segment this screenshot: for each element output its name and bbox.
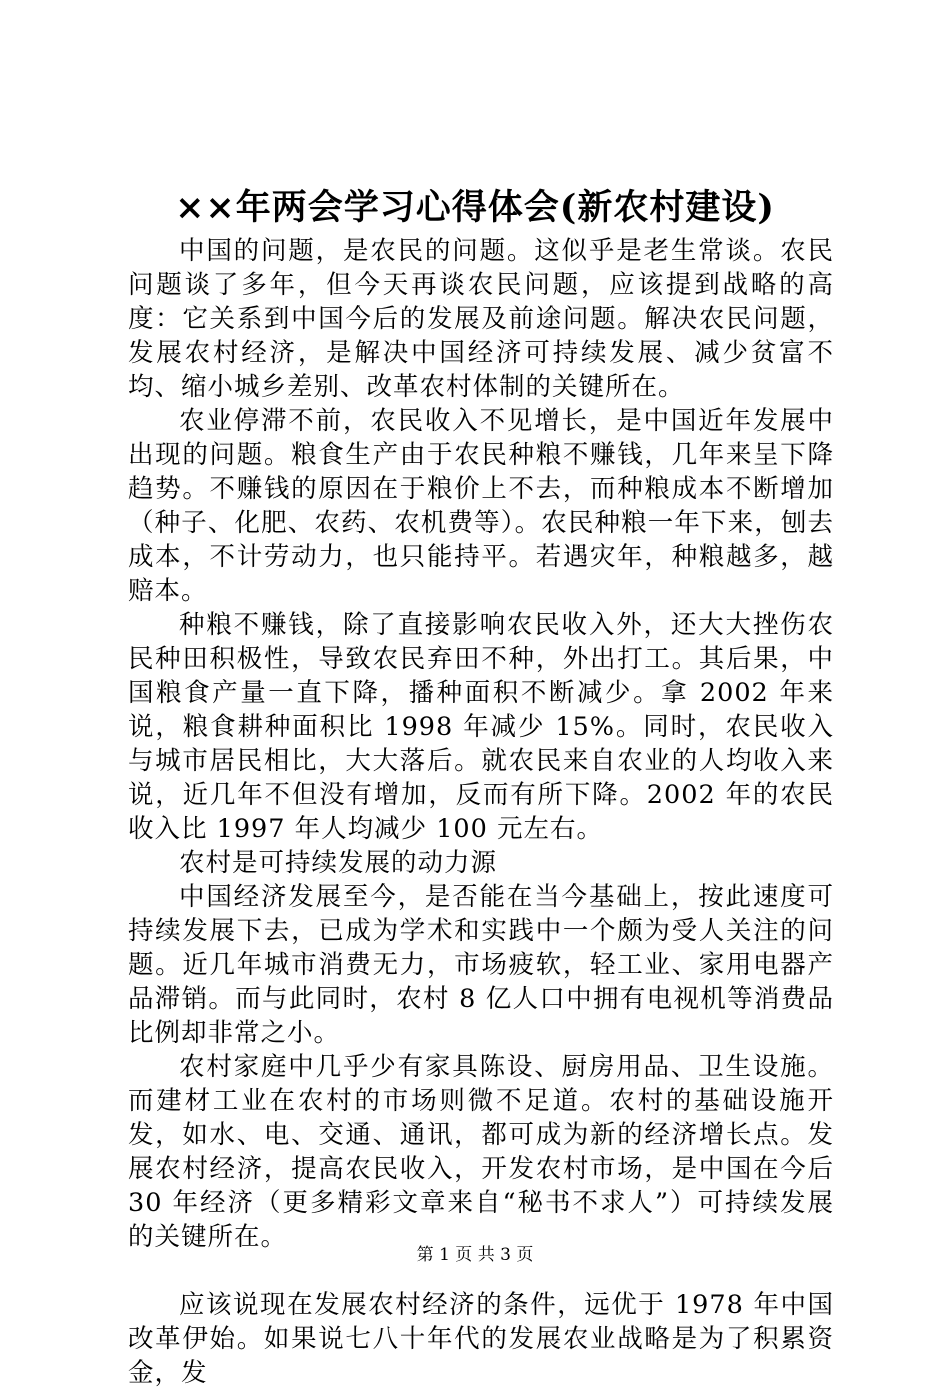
- paragraph-1: 中国的问题，是农民的问题。这似乎是老生常谈。农民问题谈了多年，但今天再谈农民问题，应该提到战略的高度：它关系到中国今后的发展及前途问题。解决农民问题，发展农村经济，是解决中国经济可持续发展、减少贫富不均、缩小城乡差别、改革农村体制的关键所在。: [128, 236, 834, 402]
- document-body: [128, 234, 834, 1390]
- section-heading: 农村是可持续发展的动力源: [179, 848, 498, 878]
- page-footer: 第 1 页 共 3 页: [416, 1245, 534, 1265]
- paragraph-3: 种粮不赚钱，除了直接影响农民收入外，还大大挫伤农民种田积极性，导致农民弃田不种，外出打工。其后果，中国粮食产量一直下降，播种面积不断减少。拿 2002 年来说，粮食耕种面积比 1998 年减少 15%。同时，农民收入与城市居民相比，大大落后。就农民来自农业的人均收入来说，近几年不但没有增加，反而有所下降。2002 年的农民收入比 1997 年人均减少 100 元左右。: [128, 610, 834, 844]
- paragraph-2: 农业停滞不前，农民收入不见增长，是中国近年发展中出现的问题。粮食生产由于农民种粮不赚钱，几年来呈下降趋势。不赚钱的原因在于粮价上不去，而种粮成本不断增加（种子、化肥、农药、农机费等）。农民种粮一年下来，刨去成本，不计劳动力，也只能持平。若遇灾年，种粮越多，越赔本。: [128, 406, 834, 606]
- paragraph-6: 应该说现在发展农村经济的条件，远优于 1978 年中国改革伊始。如果说七八十年代的发展农业战略是为了积累资金，发: [128, 1290, 834, 1388]
- document-title: ××年两会学习心得体会(新农村建设): [175, 187, 775, 228]
- paragraph-4: 中国经济发展至今，是否能在当今基础上，按此速度可持续发展下去，已成为学术和实践中一个颇为受人关注的问题。近几年城市消费无力，市场疲软，轻工业、家用电器产品滞销。而与此同时，农村 8 亿人口中拥有电视机等消费品比例却非常之小。: [128, 882, 834, 1048]
- paragraph-5: 农村家庭中几乎少有家具陈设、厨房用品、卫生设施。而建材工业在农村的市场则微不足道。农村的基础设施开发，如水、电、交通、通讯，都可成为新的经济增长点。发展农村经济，提高农民收入，开发农村市场，是中国在今后 30 年经济（更多精彩文章来自“秘书不求人”）可持续发展的关键所在。: [128, 1052, 834, 1252]
